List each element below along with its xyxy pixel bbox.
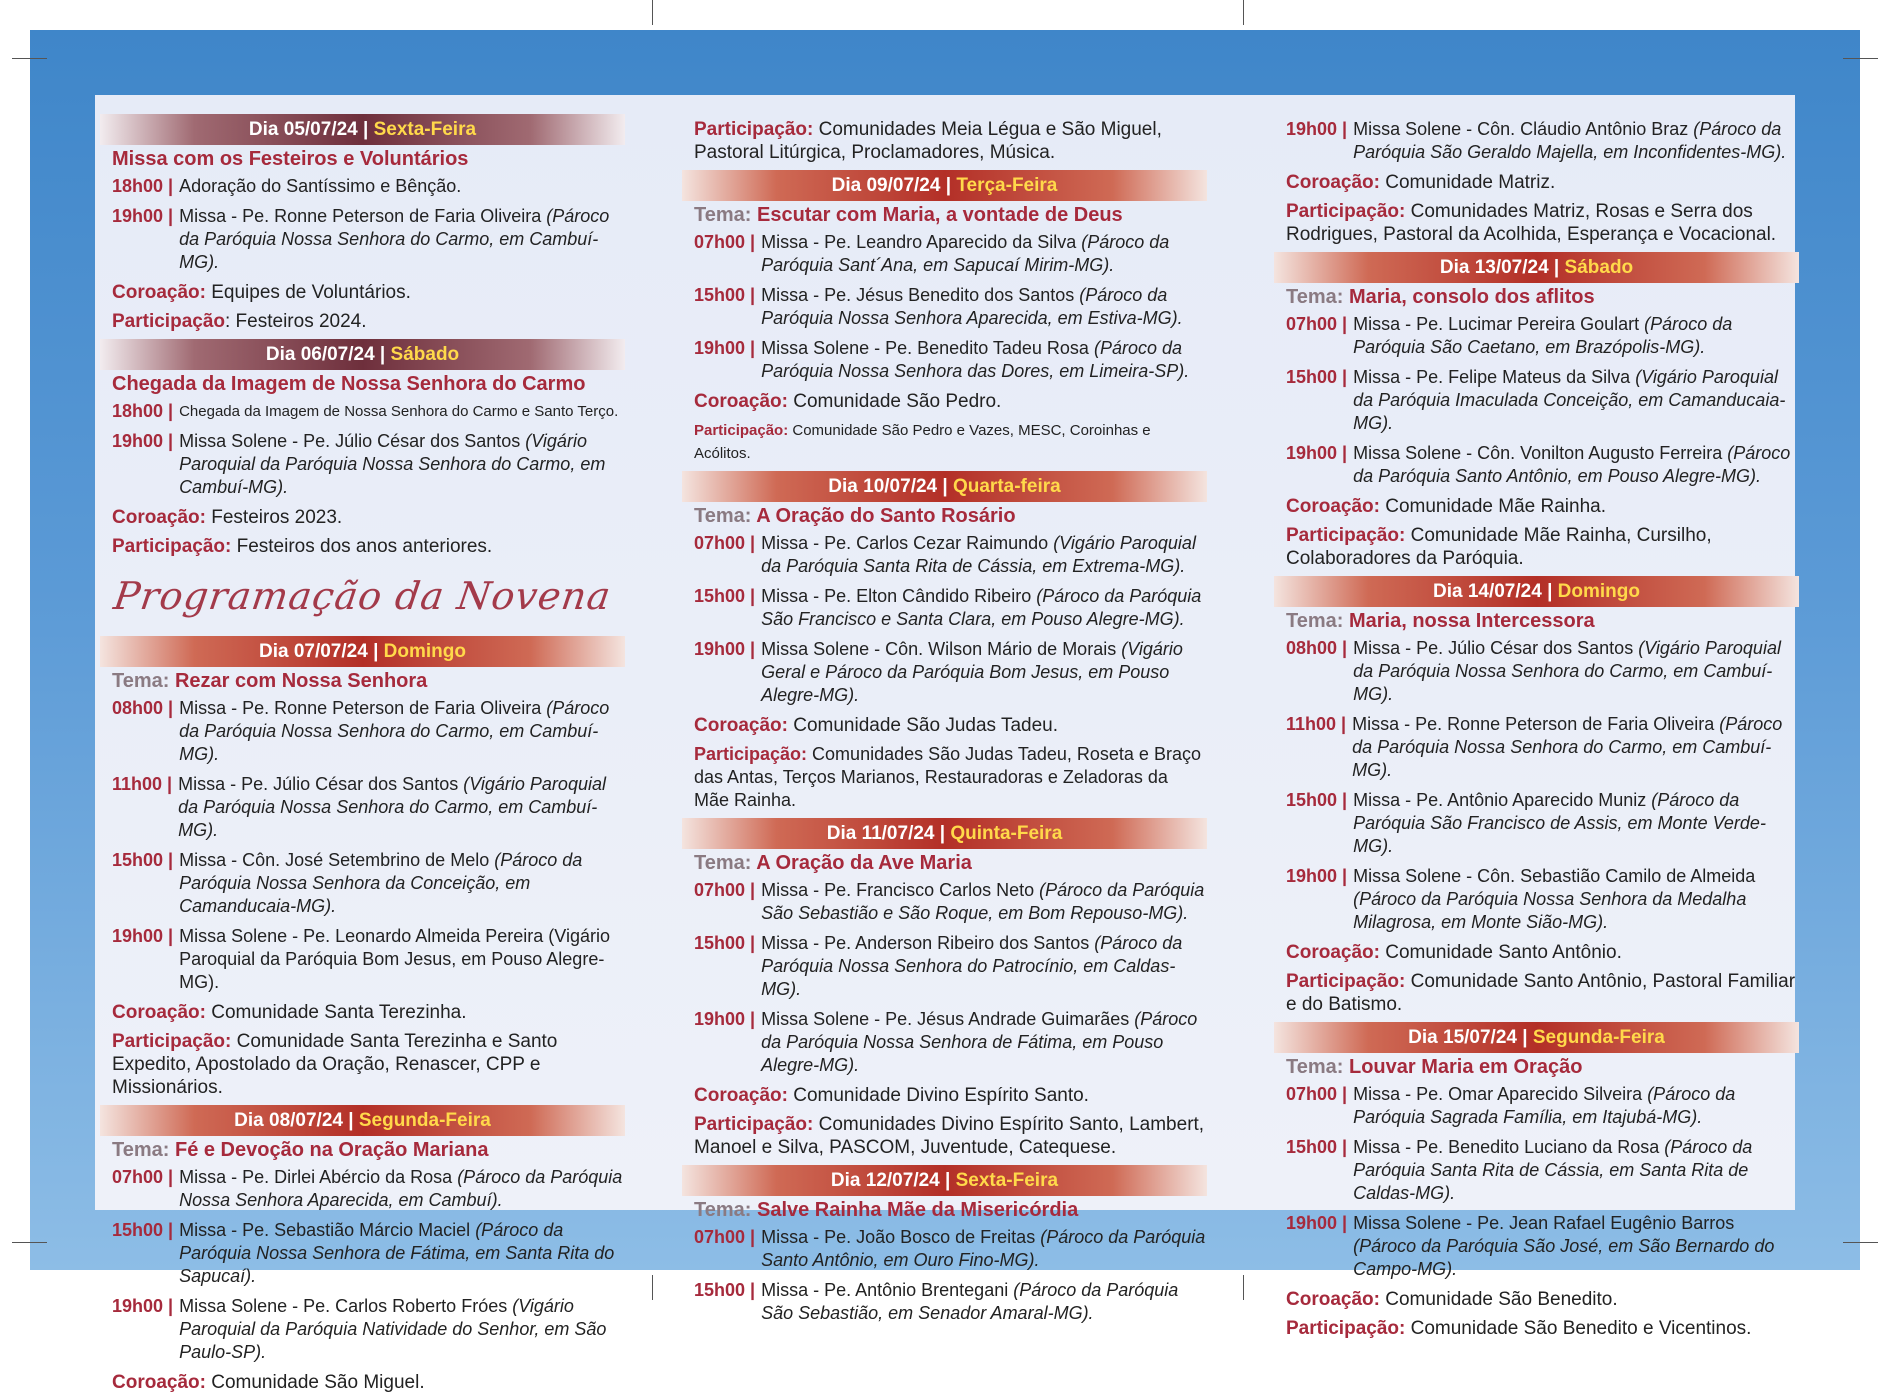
event: 19h00 | Missa Solene - Pe. Leonardo Almeida Pereira (Vigário Paroquial da Paróquia Bom Jesus, em Pouso Alegre-MG). — [112, 926, 610, 992]
tema: Tema: Fé e Devoção na Oração Mariana — [112, 1139, 489, 1161]
coroacao: Coroação: Comunidade São Miguel. — [112, 1372, 425, 1393]
tema: Tema: A Oração da Ave Maria — [694, 852, 972, 874]
day-header: Dia 10/07/24 | Quarta-feira — [682, 471, 1207, 502]
coroacao: Coroação: Comunidade Santo Antônio. — [1286, 942, 1622, 963]
tema: Tema: Louvar Maria em Oração — [1286, 1056, 1583, 1078]
participacao: Participação: Comunidade Santa Terezinha e Santo Expedito, Apostolado da Oração, Renascer, CPP e Missionários. — [112, 1031, 558, 1098]
crop-mark — [12, 1242, 47, 1243]
crop-mark — [1243, 1275, 1244, 1300]
crop-mark — [652, 0, 653, 25]
event: 19h00 | Missa Solene - Pe. Jésus Andrade Guimarães (Pároco da Paróquia Nossa Senhora de Fátima, em Pouso Alegre-MG). — [694, 1009, 1198, 1075]
coroacao: Coroação: Comunidade Matriz. — [1286, 172, 1556, 193]
participacao: Participação: Comunidades Meia Légua e São Miguel, Pastoral Litúrgica, Proclamadores, Música. — [694, 119, 1162, 163]
crop-mark — [652, 1275, 653, 1300]
event: 07h00 | Missa - Pe. João Bosco de Freitas (Pároco da Paróquia Santo Antônio, em Ouro Fino-MG). — [694, 1227, 1206, 1270]
event: 07h00 | Missa - Pe. Leandro Aparecido da Silva (Pároco da Paróquia Sant´Ana, em Sapucaí Mirim-MG). — [694, 232, 1170, 275]
coroacao: Coroação: Comunidade Mãe Rainha. — [1286, 496, 1606, 517]
event: 15h00 | Missa - Pe. Antônio Aparecido Muniz (Pároco da Paróquia São Francisco de Assis, em Monte Verde-MG). — [1286, 790, 1766, 856]
coroacao: Coroação: Comunidade São Judas Tadeu. — [694, 715, 1059, 736]
day-header: Dia 14/07/24 | Domingo — [1274, 576, 1799, 607]
day-heading: Chegada da Imagem de Nossa Senhora do Carmo — [112, 373, 586, 395]
event: 07h00 | Missa - Pe. Dirlei Abércio da Rosa (Pároco da Paróquia Nossa Senhora Aparecida, em Cambuí). — [112, 1167, 623, 1210]
participacao: Participação: Comunidades Divino Espírito Santo, Lambert, Manoel e Silva, PASCOM, Juventude, Catequese. — [694, 1114, 1205, 1158]
event: 18h00 | Chegada da Imagem de Nossa Senhora do Carmo e Santo Terço. — [112, 401, 619, 421]
crop-mark — [1243, 0, 1244, 25]
coroacao: Coroação: Comunidade São Pedro. — [694, 391, 1002, 412]
day-header: Dia 15/07/24 | Segunda-Feira — [1274, 1022, 1799, 1053]
event: 19h00 | Missa - Pe. Ronne Peterson de Faria Oliveira (Pároco da Paróquia Nossa Senhora do Carmo, em Cambuí-MG). — [112, 206, 610, 272]
event: 19h00 | Missa Solene - Côn. Wilson Mário de Morais (Vigário Geral e Pároco da Paróquia Bom Jesus, em Pouso Alegre-MG). — [694, 639, 1183, 705]
participacao: Participação: Comunidade Mãe Rainha, Cursilho, Colaboradores da Paróquia. — [1286, 525, 1712, 569]
tema: Tema: Rezar com Nossa Senhora — [112, 670, 428, 692]
event: 19h00 | Missa Solene - Pe. Júlio César dos Santos (Vigário Paroquial da Paróquia Nossa Senhora do Carmo, em Cambuí-MG). — [112, 431, 606, 497]
participacao: Participação: Comunidade São Benedito e Vicentinos. — [1286, 1318, 1752, 1339]
participacao: Participação: Comunidades Matriz, Rosas e Serra dos Rodrigues, Pastoral da Acolhida, Esperança e Vocacional. — [1286, 201, 1777, 245]
event: 19h00 | Missa Solene - Pe. Benedito Tadeu Rosa (Pároco da Paróquia Nossa Senhora das Dores, em Limeira-SP). — [694, 338, 1190, 381]
day-header: Dia 06/07/24 | Sábado — [100, 339, 625, 370]
event: 07h00 | Missa - Pe. Carlos Cezar Raimundo (Vigário Paroquial da Paróquia Santa Rita de Cássia, em Extrema-MG). — [694, 533, 1196, 576]
novena-script-title: Programação da Novena — [111, 574, 614, 618]
tema: Tema: Maria, consolo dos aflitos — [1286, 286, 1595, 308]
event: 15h00 | Missa - Pe. Jésus Benedito dos Santos (Pároco da Paróquia Nossa Senhora Aparecida, em Estiva-MG). — [694, 285, 1183, 328]
event: 08h00 | Missa - Pe. Júlio César dos Santos (Vigário Paroquial da Paróquia Nossa Senhora do Carmo, em Cambuí-MG). — [1286, 638, 1781, 704]
event: 15h00 | Missa - Pe. Elton Cândido Ribeiro (Pároco da Paróquia São Francisco e Santa Clara, em Pouso Alegre-MG). — [694, 586, 1202, 629]
event: 19h00 | Missa Solene - Côn. Vonilton Augusto Ferreira (Pároco da Paróquia Santo Antônio, em Pouso Alegre-MG). — [1286, 443, 1791, 486]
day-header: Dia 11/07/24 | Quinta-Feira — [682, 818, 1207, 849]
event: 08h00 | Missa - Pe. Ronne Peterson de Faria Oliveira (Pároco da Paróquia Nossa Senhora do Carmo, em Cambuí-MG). — [112, 698, 610, 764]
crop-mark — [1843, 1242, 1878, 1243]
coroacao: Coroação: Festeiros 2023. — [112, 507, 343, 528]
coroacao: Coroação: Comunidade Santa Terezinha. — [112, 1002, 467, 1023]
day-header: Dia 08/07/24 | Segunda-Feira — [100, 1105, 625, 1136]
day-header: Dia 09/07/24 | Terça-Feira — [682, 170, 1207, 201]
column-2 — [682, 115, 1207, 1332]
participacao: Participação: Comunidades São Judas Tadeu, Roseta e Braço das Antas, Terços Marianos, Restauradoras e Zeladoras da Mãe Rainha. — [694, 744, 1201, 810]
event: 18h00 | Adoração do Santíssimo e Bênção. — [112, 176, 462, 196]
event: 19h00 | Missa Solene - Pe. Carlos Roberto Fróes (Vigário Paroquial da Paróquia Natividade do Senhor, em São Paulo-SP). — [112, 1296, 607, 1362]
tema: Tema: A Oração do Santo Rosário — [694, 505, 1016, 527]
crop-mark — [12, 58, 47, 59]
day-header: Dia 12/07/24 | Sexta-Feira — [682, 1165, 1207, 1196]
tema: Tema: Escutar com Maria, a vontade de Deus — [694, 204, 1123, 226]
tema: Tema: Salve Rainha Mãe da Misericórdia — [694, 1199, 1079, 1221]
event: 19h00 | Missa Solene - Pe. Jean Rafael Eugênio Barros (Pároco da Paróquia São José, em São Bernardo do Campo-MG). — [1286, 1213, 1775, 1279]
day-header: Dia 13/07/24 | Sábado — [1274, 252, 1799, 283]
crop-mark — [1843, 58, 1878, 59]
event: 19h00 | Missa Solene - Côn. Cláudio Antônio Braz (Pároco da Paróquia São Geraldo Majella, em Inconfidentes-MG). — [1286, 119, 1787, 162]
tema: Tema: Maria, nossa Intercessora — [1286, 610, 1595, 632]
event: 15h00 | Missa - Pe. Benedito Luciano da Rosa (Pároco da Paróquia Santa Rita de Cássia, em Santa Rita de Caldas-MG). — [1286, 1137, 1753, 1203]
event: 11h00 | Missa - Pe. Júlio César dos Santos (Vigário Paroquial da Paróquia Nossa Senhora do Carmo, em Cambuí-MG). — [112, 774, 606, 840]
coroacao: Coroação: Comunidade São Benedito. — [1286, 1289, 1618, 1310]
day-header: Dia 05/07/24 | Sexta-Feira — [100, 114, 625, 145]
event: 15h00 | Missa - Pe. Anderson Ribeiro dos Santos (Pároco da Paróquia Nossa Senhora do Patrocínio, em Caldas-MG). — [694, 933, 1183, 999]
event: 07h00 | Missa - Pe. Omar Aparecido Silveira (Pároco da Paróquia Sagrada Família, em Itajubá-MG). — [1286, 1084, 1736, 1127]
coroacao: Coroação: Comunidade Divino Espírito Santo. — [694, 1085, 1089, 1106]
day-header: Dia 07/07/24 | Domingo — [100, 636, 625, 667]
day-heading: Missa com os Festeiros e Voluntários — [112, 148, 469, 170]
event: 15h00 | Missa - Côn. José Setembrino de Melo (Pároco da Paróquia Nossa Senhora da Conceição, em Camanducaia-MG). — [112, 850, 583, 916]
event: 15h00 | Missa - Pe. Antônio Brentegani (Pároco da Paróquia São Sebastião, em Senador Amaral-MG). — [694, 1280, 1179, 1323]
participacao: Participação: Festeiros dos anos anteriores. — [112, 536, 493, 557]
event: 11h00 | Missa - Pe. Ronne Peterson de Faria Oliveira (Pároco da Paróquia Nossa Senhora do Carmo, em Cambuí-MG). — [1286, 714, 1783, 780]
column-1 — [100, 112, 625, 1400]
event: 07h00 | Missa - Pe. Lucimar Pereira Goulart (Pároco da Paróquia São Caetano, em Brazópolis-MG). — [1286, 314, 1733, 357]
participacao: Participação: Comunidade São Pedro e Vazes, MESC, Coroinhas e Acólitos. — [694, 422, 1151, 462]
event: 07h00 | Missa - Pe. Francisco Carlos Neto (Pároco da Paróquia São Sebastião e São Roque, em Bom Repouso-MG). — [694, 880, 1205, 923]
coroacao: Coroação: Equipes de Voluntários. — [112, 282, 411, 303]
column-3 — [1274, 115, 1799, 1346]
event: 19h00 | Missa Solene - Côn. Sebastião Camilo de Almeida (Pároco da Paróquia Nossa Senhora da Medalha Milagrosa, em Monte Sião-MG). — [1286, 866, 1756, 932]
event: 15h00 | Missa - Pe. Sebastião Márcio Maciel (Pároco da Paróquia Nossa Senhora de Fátima, em Santa Rita do Sapucaí). — [112, 1220, 615, 1286]
participacao: Participação: Festeiros 2024. — [112, 311, 367, 332]
event: 15h00 | Missa - Pe. Felipe Mateus da Silva (Vigário Paroquial da Paróquia Imaculada Conceição, em Camanducaia-MG). — [1286, 367, 1786, 433]
participacao: Participação: Comunidade Santo Antônio, Pastoral Familiar e do Batismo. — [1286, 971, 1796, 1015]
